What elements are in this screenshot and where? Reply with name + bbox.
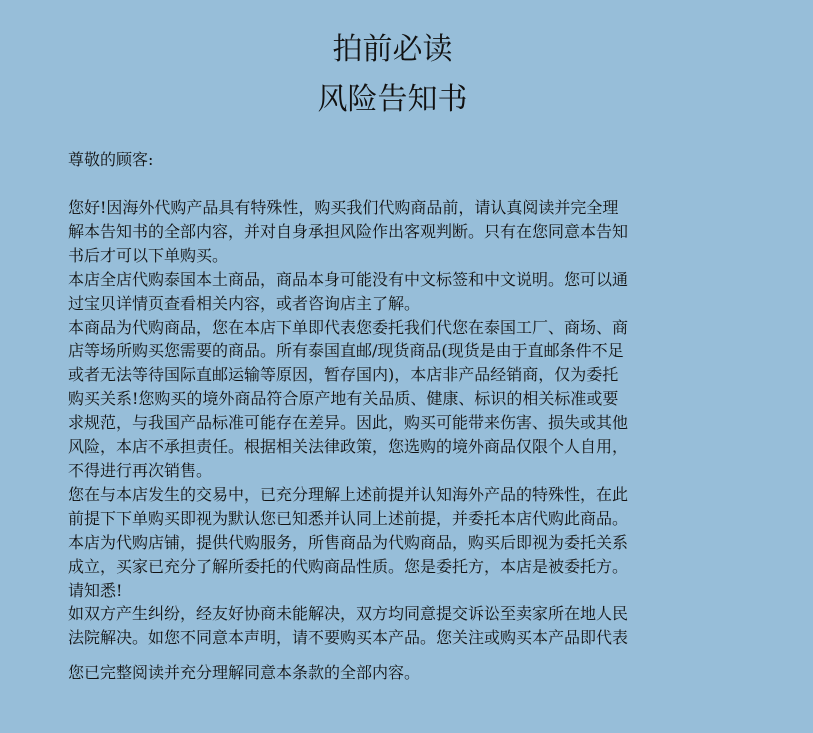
body-line: 过宝贝详情页查看相关内容，或者咨询店主了解。: [68, 293, 421, 313]
body-line: 您好!因海外代购产品具有特殊性，购买我们代购商品前，请认真阅读并完全理: [68, 198, 619, 217]
salutation: 尊敬的顾客:: [68, 150, 154, 169]
body-line: 法院解决。如您不同意本声明，请不要购买本产品。您关注或购买本产品即代表: [68, 628, 629, 648]
body-line: 店等场所购买您需要的商品。所有泰国直邮/现货商品(现货是由于直邮条件不足: [68, 341, 624, 361]
body-line: 风险，本店不承担责任。根据相关法律政策，您选购的境外商品仅限个人自用，: [68, 437, 629, 457]
body-line: 请知悉!: [68, 580, 123, 600]
body-line: 本店为代购店铺，提供代购服务，所售商品为代购商品，购买后即视为委托关系: [68, 532, 629, 552]
document-title: 拍前必读: [332, 32, 453, 67]
body-line: 购买关系!您购买的境外商品符合原产地有关品质、健康、标识的相关标准或要: [68, 389, 619, 409]
body-line: 本店全店代购泰国本土商品，商品本身可能没有中文标签和中文说明。您可以通: [68, 269, 629, 289]
closing-statement: 您已完整阅读并充分理解同意本条款的全部内容。: [68, 663, 421, 682]
body-line: 书后才可以下单购买。: [68, 245, 229, 265]
body-line: 本商品为代购商品，您在本店下单即代表您委托我们代您在泰国工厂、商场、商: [68, 317, 629, 337]
body-line: 成立，买家已充分了解所委托的代购商品性质。您是委托方，本店是被委托方。: [68, 556, 629, 576]
body-line: 或者无法等待国际直邮运输等原因，暂存国内)，本店非产品经销商，仅为委托: [68, 365, 619, 385]
body-line: 前提下下单购买即视为默认您已知悉并认同上述前提，并委托本店代购此商品。: [68, 508, 629, 528]
body-line: 不得进行再次销售。: [68, 460, 213, 480]
notice-body: [68, 196, 708, 650]
body-line: 解本告知书的全部内容，并对自身承担风险作出客观判断。只有在您同意本告知: [68, 221, 629, 241]
body-line: 求规范，与我国产品标准可能存在差异。因此，购买可能带来伤害、损失或其他: [68, 413, 629, 433]
document-subtitle: 风险告知书: [317, 82, 468, 117]
body-line: 您在与本店发生的交易中，已充分理解上述前提并认知海外产品的特殊性，在此: [68, 484, 629, 504]
body-line: 如双方产生纠纷，经友好协商未能解决，双方均同意提交诉讼至卖家所在地人民: [68, 604, 629, 624]
